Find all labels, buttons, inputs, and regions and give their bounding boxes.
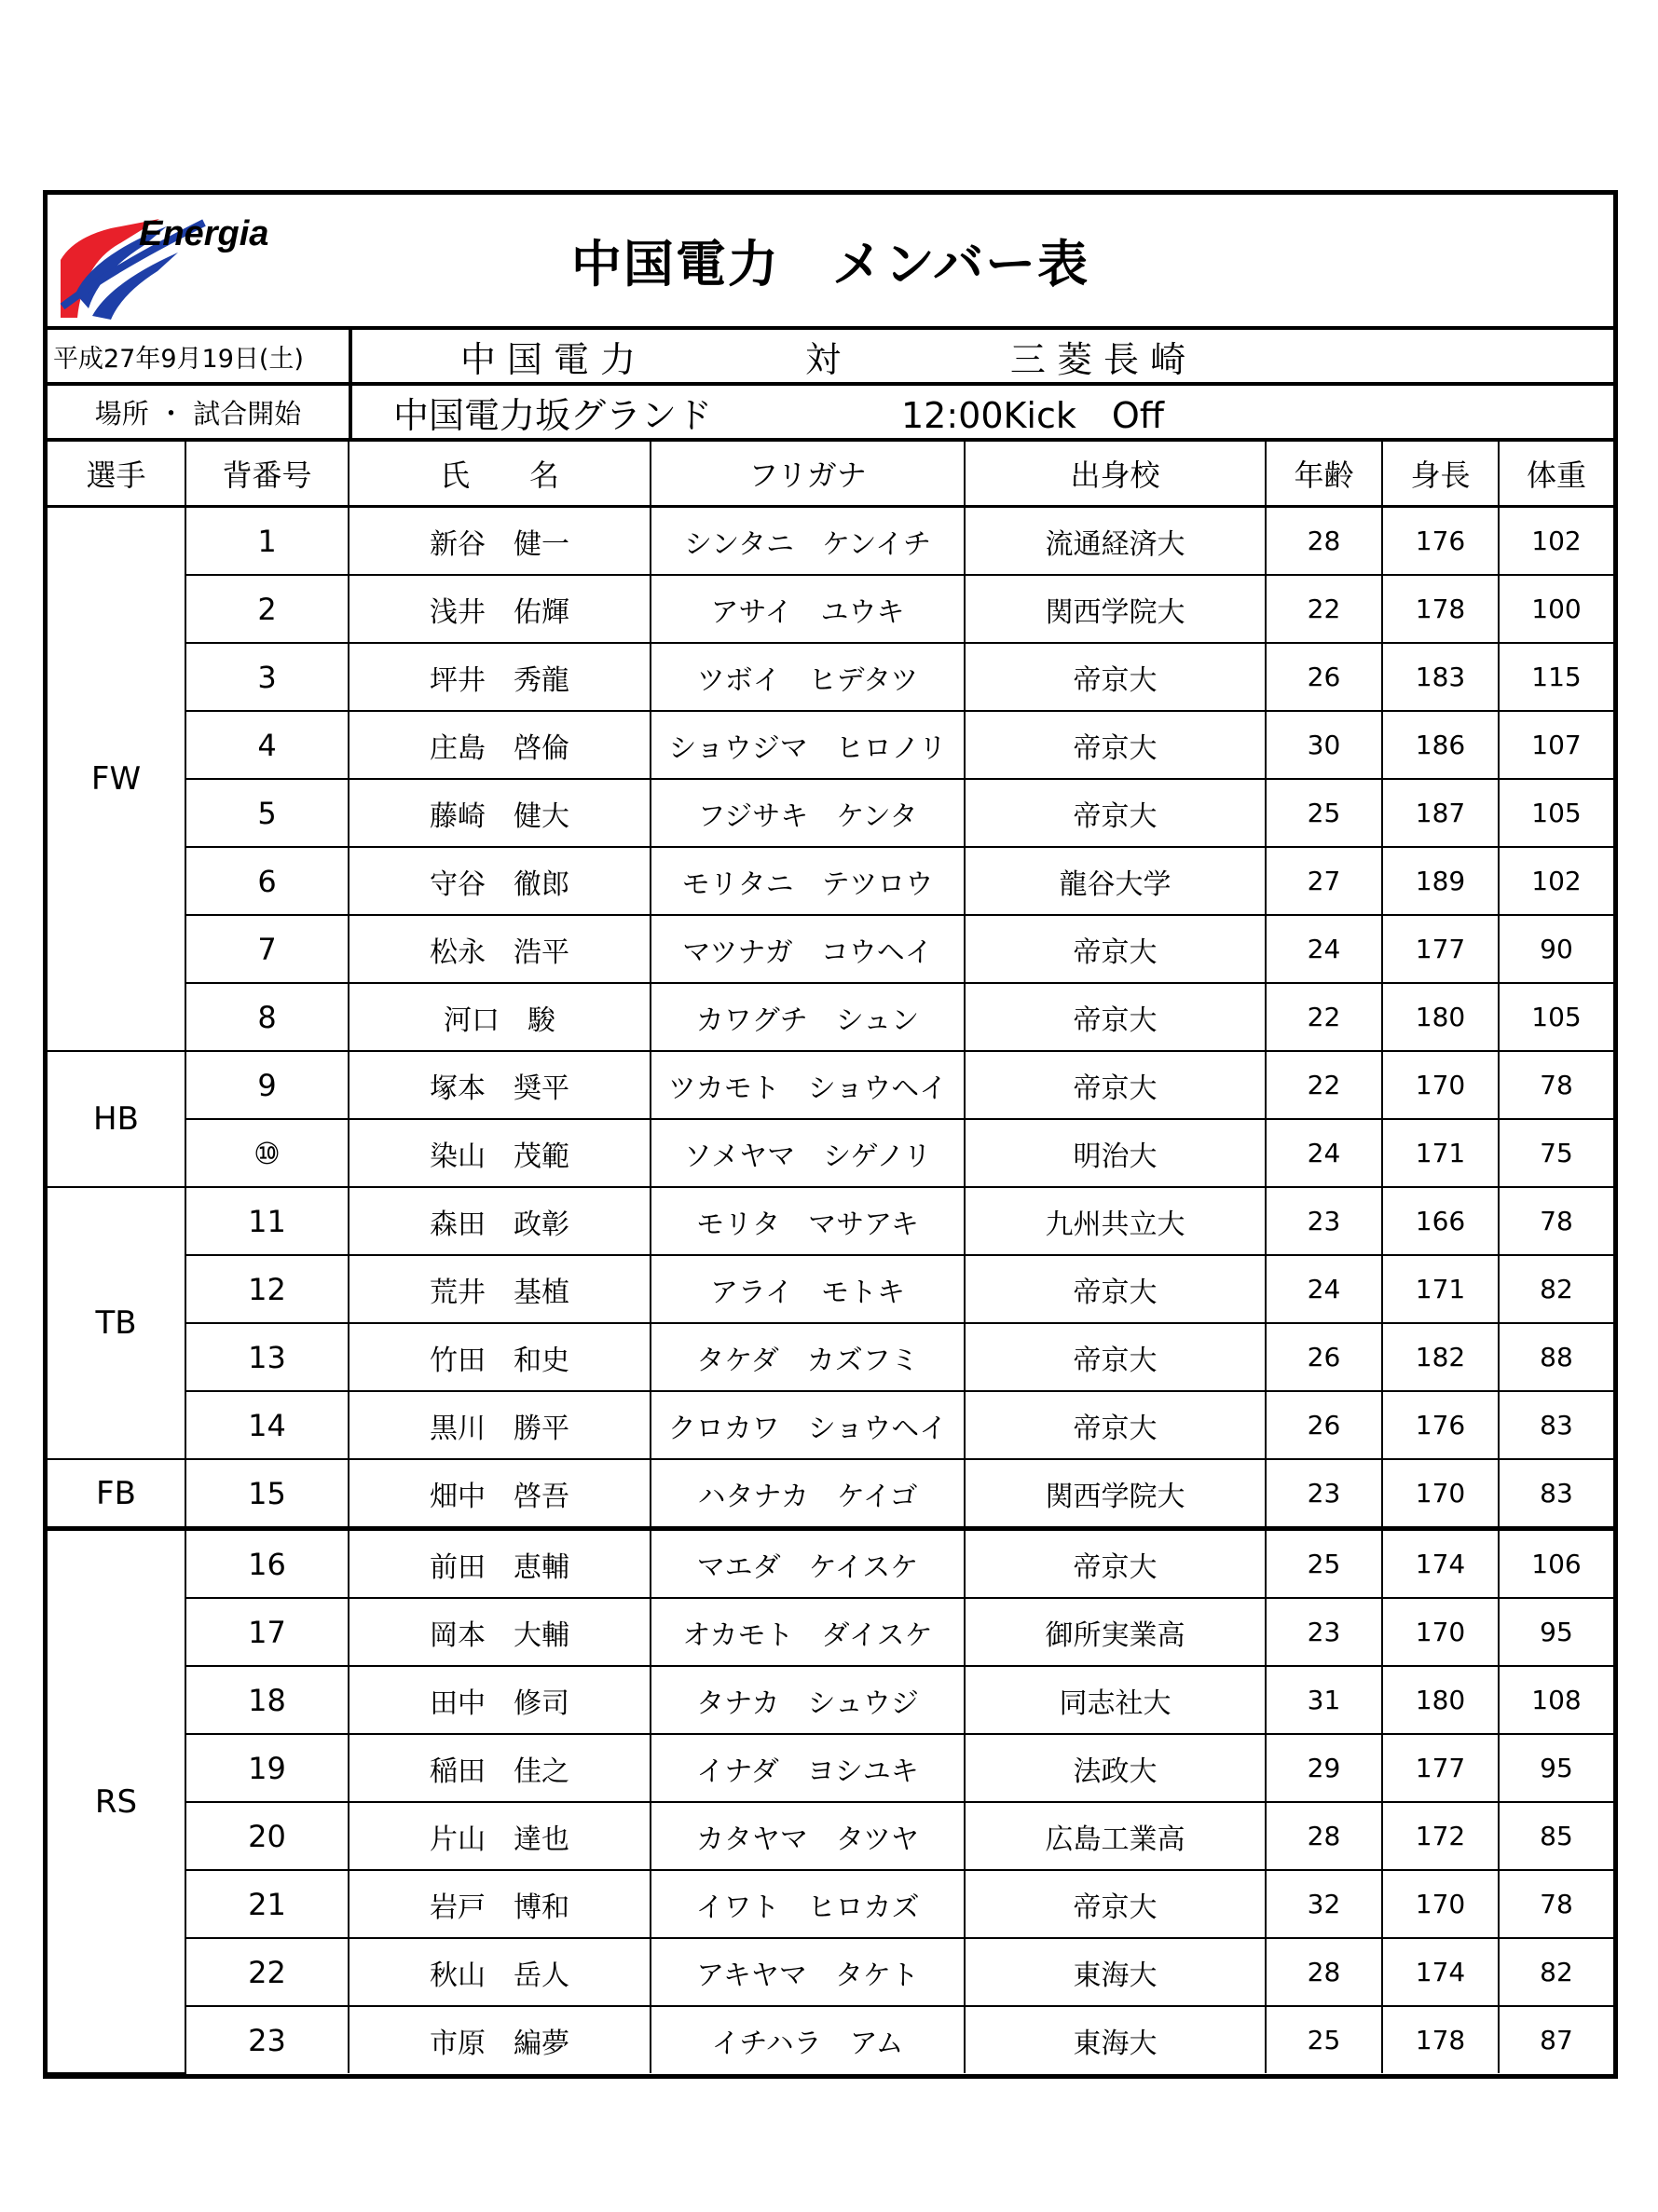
player-name: 竹田 和史 [349, 1323, 651, 1391]
player-school: 帝京大 [965, 1870, 1266, 1938]
player-weight: 105 [1499, 983, 1613, 1051]
player-number: 18 [185, 1666, 349, 1734]
versus-label: 対 [804, 338, 841, 380]
player-name: 畑中 啓吾 [349, 1459, 651, 1529]
player-weight: 102 [1499, 507, 1613, 576]
member-sheet [43, 190, 1618, 2079]
player-school: 御所実業高 [965, 1598, 1266, 1666]
player-kana: カタヤマ タツヤ [651, 1802, 965, 1870]
player-number: 17 [185, 1598, 349, 1666]
header-kana: フリガナ [651, 442, 965, 507]
player-school: 関西学院大 [965, 575, 1266, 643]
player-kana: ツボイ ヒデタツ [651, 643, 965, 711]
player-number: 8 [185, 983, 349, 1051]
player-weight: 85 [1499, 1802, 1613, 1870]
player-weight: 106 [1499, 1529, 1613, 1599]
player-school: 帝京大 [965, 915, 1266, 983]
player-weight: 82 [1499, 1255, 1613, 1323]
player-number: 1 [185, 507, 349, 576]
player-school: 明治大 [965, 1119, 1266, 1187]
player-height: 170 [1382, 1598, 1499, 1666]
table-row [48, 779, 1613, 847]
player-school: 帝京大 [965, 779, 1266, 847]
player-height: 178 [1382, 2006, 1499, 2073]
player-kana: イナダ ヨシユキ [651, 1734, 965, 1802]
player-age: 29 [1266, 1734, 1382, 1802]
player-name: 黒川 勝平 [349, 1391, 651, 1459]
player-number: 5 [185, 779, 349, 847]
player-name: 岡本 大輔 [349, 1598, 651, 1666]
player-name: 藤崎 健大 [349, 779, 651, 847]
away-team: 三 菱 長 崎 [1009, 338, 1186, 380]
player-name: 新谷 健一 [349, 507, 651, 576]
player-number: 3 [185, 643, 349, 711]
position-fw: FW [48, 507, 185, 1052]
player-age: 24 [1266, 1255, 1382, 1323]
player-name: 秋山 岳人 [349, 1938, 651, 2006]
player-weight: 107 [1499, 711, 1613, 779]
player-height: 176 [1382, 507, 1499, 576]
player-school: 帝京大 [965, 1529, 1266, 1599]
player-weight: 95 [1499, 1734, 1613, 1802]
player-school: 広島工業高 [965, 1802, 1266, 1870]
player-number: 13 [185, 1323, 349, 1391]
player-school: 法政大 [965, 1734, 1266, 1802]
player-height: 172 [1382, 1802, 1499, 1870]
player-weight: 83 [1499, 1391, 1613, 1459]
player-number: ⑩ [185, 1119, 349, 1187]
player-kana: モリタ マサアキ [651, 1187, 965, 1255]
player-number: 16 [185, 1529, 349, 1599]
table-row [48, 1802, 1613, 1870]
player-school: 流通経済大 [965, 507, 1266, 576]
player-height: 176 [1382, 1391, 1499, 1459]
player-kana: マエダ ケイスケ [651, 1529, 965, 1599]
venue-label: 場所 ・ 試合開始 [48, 386, 352, 438]
table-row [48, 711, 1613, 779]
table-row [48, 1870, 1613, 1938]
table-row [48, 2006, 1613, 2073]
header-number: 背番号 [185, 442, 349, 507]
player-weight: 83 [1499, 1459, 1613, 1529]
table-row [48, 575, 1613, 643]
player-age: 27 [1266, 847, 1382, 915]
player-kana: シンタニ ケンイチ [651, 507, 965, 576]
table-row [48, 1187, 1613, 1255]
title-row [48, 195, 1613, 330]
position-rs: RS [48, 1529, 185, 2074]
player-number: 19 [185, 1734, 349, 1802]
player-kana: イチハラ アム [651, 2006, 965, 2073]
player-height: 187 [1382, 779, 1499, 847]
player-weight: 95 [1499, 1598, 1613, 1666]
player-kana: モリタニ テツロウ [651, 847, 965, 915]
player-height: 170 [1382, 1051, 1499, 1119]
table-row [48, 983, 1613, 1051]
player-weight: 90 [1499, 915, 1613, 983]
player-age: 28 [1266, 1938, 1382, 2006]
player-name: 塚本 奨平 [349, 1051, 651, 1119]
venue-name: 中国電力坂グランド [392, 394, 712, 436]
player-height: 171 [1382, 1119, 1499, 1187]
player-height: 189 [1382, 847, 1499, 915]
kickoff-time: 12:00Kick Off [901, 394, 1164, 436]
player-weight: 75 [1499, 1119, 1613, 1187]
player-name: 守谷 徹郎 [349, 847, 651, 915]
player-kana: ショウジマ ヒロノリ [651, 711, 965, 779]
player-name: 稲田 佳之 [349, 1734, 651, 1802]
player-kana: イワト ヒロカズ [651, 1870, 965, 1938]
player-height: 186 [1382, 711, 1499, 779]
player-age: 31 [1266, 1666, 1382, 1734]
table-row [48, 1255, 1613, 1323]
header-name: 氏 名 [349, 442, 651, 507]
player-number: 14 [185, 1391, 349, 1459]
player-weight: 78 [1499, 1051, 1613, 1119]
player-age: 25 [1266, 2006, 1382, 2073]
player-age: 22 [1266, 983, 1382, 1051]
player-age: 28 [1266, 1802, 1382, 1870]
player-name: 染山 茂範 [349, 1119, 651, 1187]
player-kana: カワグチ シュン [651, 983, 965, 1051]
player-height: 171 [1382, 1255, 1499, 1323]
player-school: 帝京大 [965, 1255, 1266, 1323]
position-hb: HB [48, 1051, 185, 1187]
player-kana: タナカ シュウジ [651, 1666, 965, 1734]
player-kana: マツナガ コウヘイ [651, 915, 965, 983]
energia-logo [55, 204, 283, 320]
player-kana: ソメヤマ シゲノリ [651, 1119, 965, 1187]
player-kana: タケダ カズフミ [651, 1323, 965, 1391]
player-age: 23 [1266, 1187, 1382, 1255]
player-age: 26 [1266, 643, 1382, 711]
player-number: 12 [185, 1255, 349, 1323]
player-school: 帝京大 [965, 1051, 1266, 1119]
player-height: 182 [1382, 1323, 1499, 1391]
position-tb: TB [48, 1187, 185, 1459]
player-weight: 100 [1499, 575, 1613, 643]
player-height: 174 [1382, 1529, 1499, 1599]
table-row [48, 1734, 1613, 1802]
player-kana: アキヤマ タケト [651, 1938, 965, 2006]
player-number: 7 [185, 915, 349, 983]
player-school: 帝京大 [965, 1323, 1266, 1391]
player-school: 関西学院大 [965, 1459, 1266, 1529]
player-school: 帝京大 [965, 1391, 1266, 1459]
table-row [48, 1598, 1613, 1666]
page-title: 中国電力 メンバー表 [570, 235, 1090, 294]
home-team: 中 国 電 力 [459, 338, 637, 380]
player-age: 28 [1266, 507, 1382, 576]
player-school: 帝京大 [965, 711, 1266, 779]
player-kana: オカモト ダイスケ [651, 1598, 965, 1666]
player-weight: 78 [1499, 1187, 1613, 1255]
player-age: 22 [1266, 575, 1382, 643]
header-row [48, 442, 1613, 507]
player-number: 20 [185, 1802, 349, 1870]
player-age: 22 [1266, 1051, 1382, 1119]
match-date: 平成27年9月19日(土) [48, 330, 352, 382]
player-weight: 88 [1499, 1323, 1613, 1391]
player-number: 23 [185, 2006, 349, 2073]
player-age: 24 [1266, 915, 1382, 983]
table-row [48, 1391, 1613, 1459]
player-kana: アサイ ユウキ [651, 575, 965, 643]
player-kana: ツカモト ショウヘイ [651, 1051, 965, 1119]
player-number: 15 [185, 1459, 349, 1529]
player-number: 2 [185, 575, 349, 643]
player-school: 九州共立大 [965, 1187, 1266, 1255]
player-height: 170 [1382, 1870, 1499, 1938]
table-row [48, 1051, 1613, 1119]
table-row [48, 1666, 1613, 1734]
player-age: 25 [1266, 779, 1382, 847]
player-number: 4 [185, 711, 349, 779]
player-age: 32 [1266, 1870, 1382, 1938]
player-number: 21 [185, 1870, 349, 1938]
header-weight: 体重 [1499, 442, 1613, 507]
player-school: 龍谷大学 [965, 847, 1266, 915]
player-number: 6 [185, 847, 349, 915]
player-height: 183 [1382, 643, 1499, 711]
venue-row [48, 386, 1613, 442]
player-name: 庄島 啓倫 [349, 711, 651, 779]
table-row [48, 1529, 1613, 1599]
player-height: 170 [1382, 1459, 1499, 1529]
header-position: 選手 [48, 442, 185, 507]
player-name: 坪井 秀龍 [349, 643, 651, 711]
player-name: 森田 政彰 [349, 1187, 651, 1255]
player-height: 180 [1382, 1666, 1499, 1734]
player-weight: 115 [1499, 643, 1613, 711]
table-row [48, 643, 1613, 711]
member-table [48, 442, 1613, 2074]
player-age: 24 [1266, 1119, 1382, 1187]
player-weight: 108 [1499, 1666, 1613, 1734]
position-fb: FB [48, 1459, 185, 1529]
player-height: 178 [1382, 575, 1499, 643]
player-school: 同志社大 [965, 1666, 1266, 1734]
player-kana: ハタナカ ケイゴ [651, 1459, 965, 1529]
header-age: 年齢 [1266, 442, 1382, 507]
player-height: 180 [1382, 983, 1499, 1051]
table-row [48, 1459, 1613, 1529]
player-height: 177 [1382, 915, 1499, 983]
player-name: 松永 浩平 [349, 915, 651, 983]
player-age: 25 [1266, 1529, 1382, 1599]
player-age: 30 [1266, 711, 1382, 779]
header-height: 身長 [1382, 442, 1499, 507]
player-weight: 78 [1499, 1870, 1613, 1938]
player-height: 177 [1382, 1734, 1499, 1802]
player-name: 田中 修司 [349, 1666, 651, 1734]
player-name: 浅井 佑輝 [349, 575, 651, 643]
player-kana: クロカワ ショウヘイ [651, 1391, 965, 1459]
player-age: 23 [1266, 1459, 1382, 1529]
player-kana: アライ モトキ [651, 1255, 965, 1323]
player-weight: 87 [1499, 2006, 1613, 2073]
player-name: 片山 達也 [349, 1802, 651, 1870]
table-row [48, 1323, 1613, 1391]
player-age: 26 [1266, 1323, 1382, 1391]
player-weight: 105 [1499, 779, 1613, 847]
player-name: 岩戸 博和 [349, 1870, 651, 1938]
player-school: 東海大 [965, 2006, 1266, 2073]
table-row [48, 507, 1613, 576]
player-number: 9 [185, 1051, 349, 1119]
date-row [48, 330, 1613, 386]
player-weight: 82 [1499, 1938, 1613, 2006]
matchup [352, 330, 1613, 382]
table-row [48, 915, 1613, 983]
venue-info [352, 386, 1613, 438]
player-number: 11 [185, 1187, 349, 1255]
player-height: 174 [1382, 1938, 1499, 2006]
player-school: 帝京大 [965, 983, 1266, 1051]
player-age: 23 [1266, 1598, 1382, 1666]
player-school: 東海大 [965, 1938, 1266, 2006]
player-height: 166 [1382, 1187, 1499, 1255]
player-name: 河口 駿 [349, 983, 651, 1051]
player-number: 22 [185, 1938, 349, 2006]
player-weight: 102 [1499, 847, 1613, 915]
table-row [48, 1938, 1613, 2006]
svg-text:Energia: Energia [139, 214, 269, 253]
player-school: 帝京大 [965, 643, 1266, 711]
player-name: 荒井 基植 [349, 1255, 651, 1323]
player-name: 市原 編夢 [349, 2006, 651, 2073]
table-row [48, 1119, 1613, 1187]
player-kana: フジサキ ケンタ [651, 779, 965, 847]
player-age: 26 [1266, 1391, 1382, 1459]
player-name: 前田 恵輔 [349, 1529, 651, 1599]
table-row [48, 847, 1613, 915]
header-school: 出身校 [965, 442, 1266, 507]
